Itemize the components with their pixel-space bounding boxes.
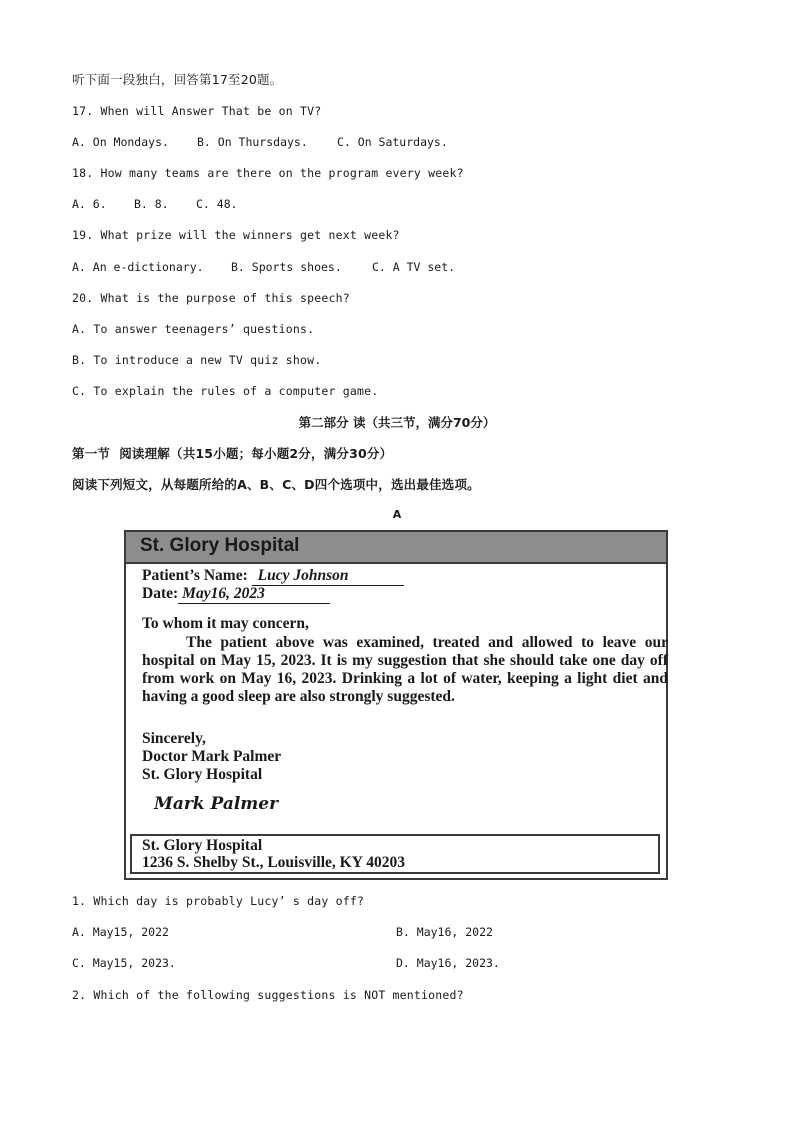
question-20-option-c[interactable]: C. To explain the rules of a computer game. [72,384,379,398]
option-c[interactable]: C. May15, 2023. [72,956,176,970]
question-20: 20. What is the purpose of this speech? [72,291,350,305]
hospital-title: St. Glory Hospital [140,535,300,556]
letter-header [126,532,666,564]
question-20-option-a[interactable]: A. To answer teenagers’ questions. [72,322,315,336]
date-label: Date: [142,585,179,602]
doctor-signature: Mark Palmer [154,794,279,814]
listening-intro: 听下面一段独白，回答第17至20题。 [72,72,283,87]
question-19: 19. What prize will the winners get next week? [72,228,400,242]
question-20-option-b[interactable]: B. To introduce a new TV quiz show. [72,353,322,367]
question-2: 2. Which of the following suggestions is NOT mentioned? [72,988,464,1002]
footer-address: 1236 S. Shelby St., Louisville, KY 40203 [142,854,405,871]
option-c[interactable]: C. On Saturdays. [337,135,448,149]
option-b[interactable]: B. 8. [134,197,169,211]
doctor-name: Doctor Mark Palmer [142,748,282,765]
option-a[interactable]: A. May15, 2022 [72,925,169,939]
option-b[interactable]: B. On Thursdays. [197,135,308,149]
option-a[interactable]: A. 6. [72,197,107,211]
hospital-letter [124,530,668,880]
question-1: 1. Which day is probably Lucy’ s day off? [72,894,365,908]
salutation: To whom it may concern, [142,615,309,632]
patient-name-label: Patient’s Name: [142,567,248,584]
patient-name-row [142,567,404,586]
option-a[interactable]: A. On Mondays. [72,135,169,149]
date-row [142,585,330,604]
section-title: 第一节 阅读理解（共15小题；每小题2分，满分30分） [72,446,393,461]
patient-name-value: Lucy Johnson [252,567,404,586]
closing: Sincerely, [142,730,206,747]
instructions: 阅读下列短文，从每题所给的A、B、C、D四个选项中，选出最佳选项。 [72,477,480,492]
option-c[interactable]: C. A TV set. [372,260,456,274]
hospital-sign: St. Glory Hospital [142,766,263,783]
passage-label: A [392,508,402,521]
option-a[interactable]: A. An e-dictionary. [72,260,204,274]
option-b[interactable]: B. May16, 2022 [396,925,493,939]
part-title: 第二部分 读（共三节，满分70分） [298,415,496,430]
option-c[interactable]: C. 48. [196,197,238,211]
letter-body-paragraph: The patient above was examined, treated and allowed to leave our hospital on May 15, 2023. It is my suggestion that she should take one day off from work on May 16, 2023. Drinking a lot of water, keeping a light diet and having a good sleep are also strongly suggested. [142,634,668,705]
letter-body [142,634,668,706]
question-17: 17. When will Answer That be on TV? [72,104,322,118]
footer-hospital-name: St. Glory Hospital [142,837,263,854]
address-box [130,834,660,874]
question-18: 18. How many teams are there on the program every week? [72,166,464,180]
date-value: May16, 2023 [178,585,330,604]
option-b[interactable]: B. Sports shoes. [231,260,342,274]
option-d[interactable]: D. May16, 2023. [396,956,500,970]
